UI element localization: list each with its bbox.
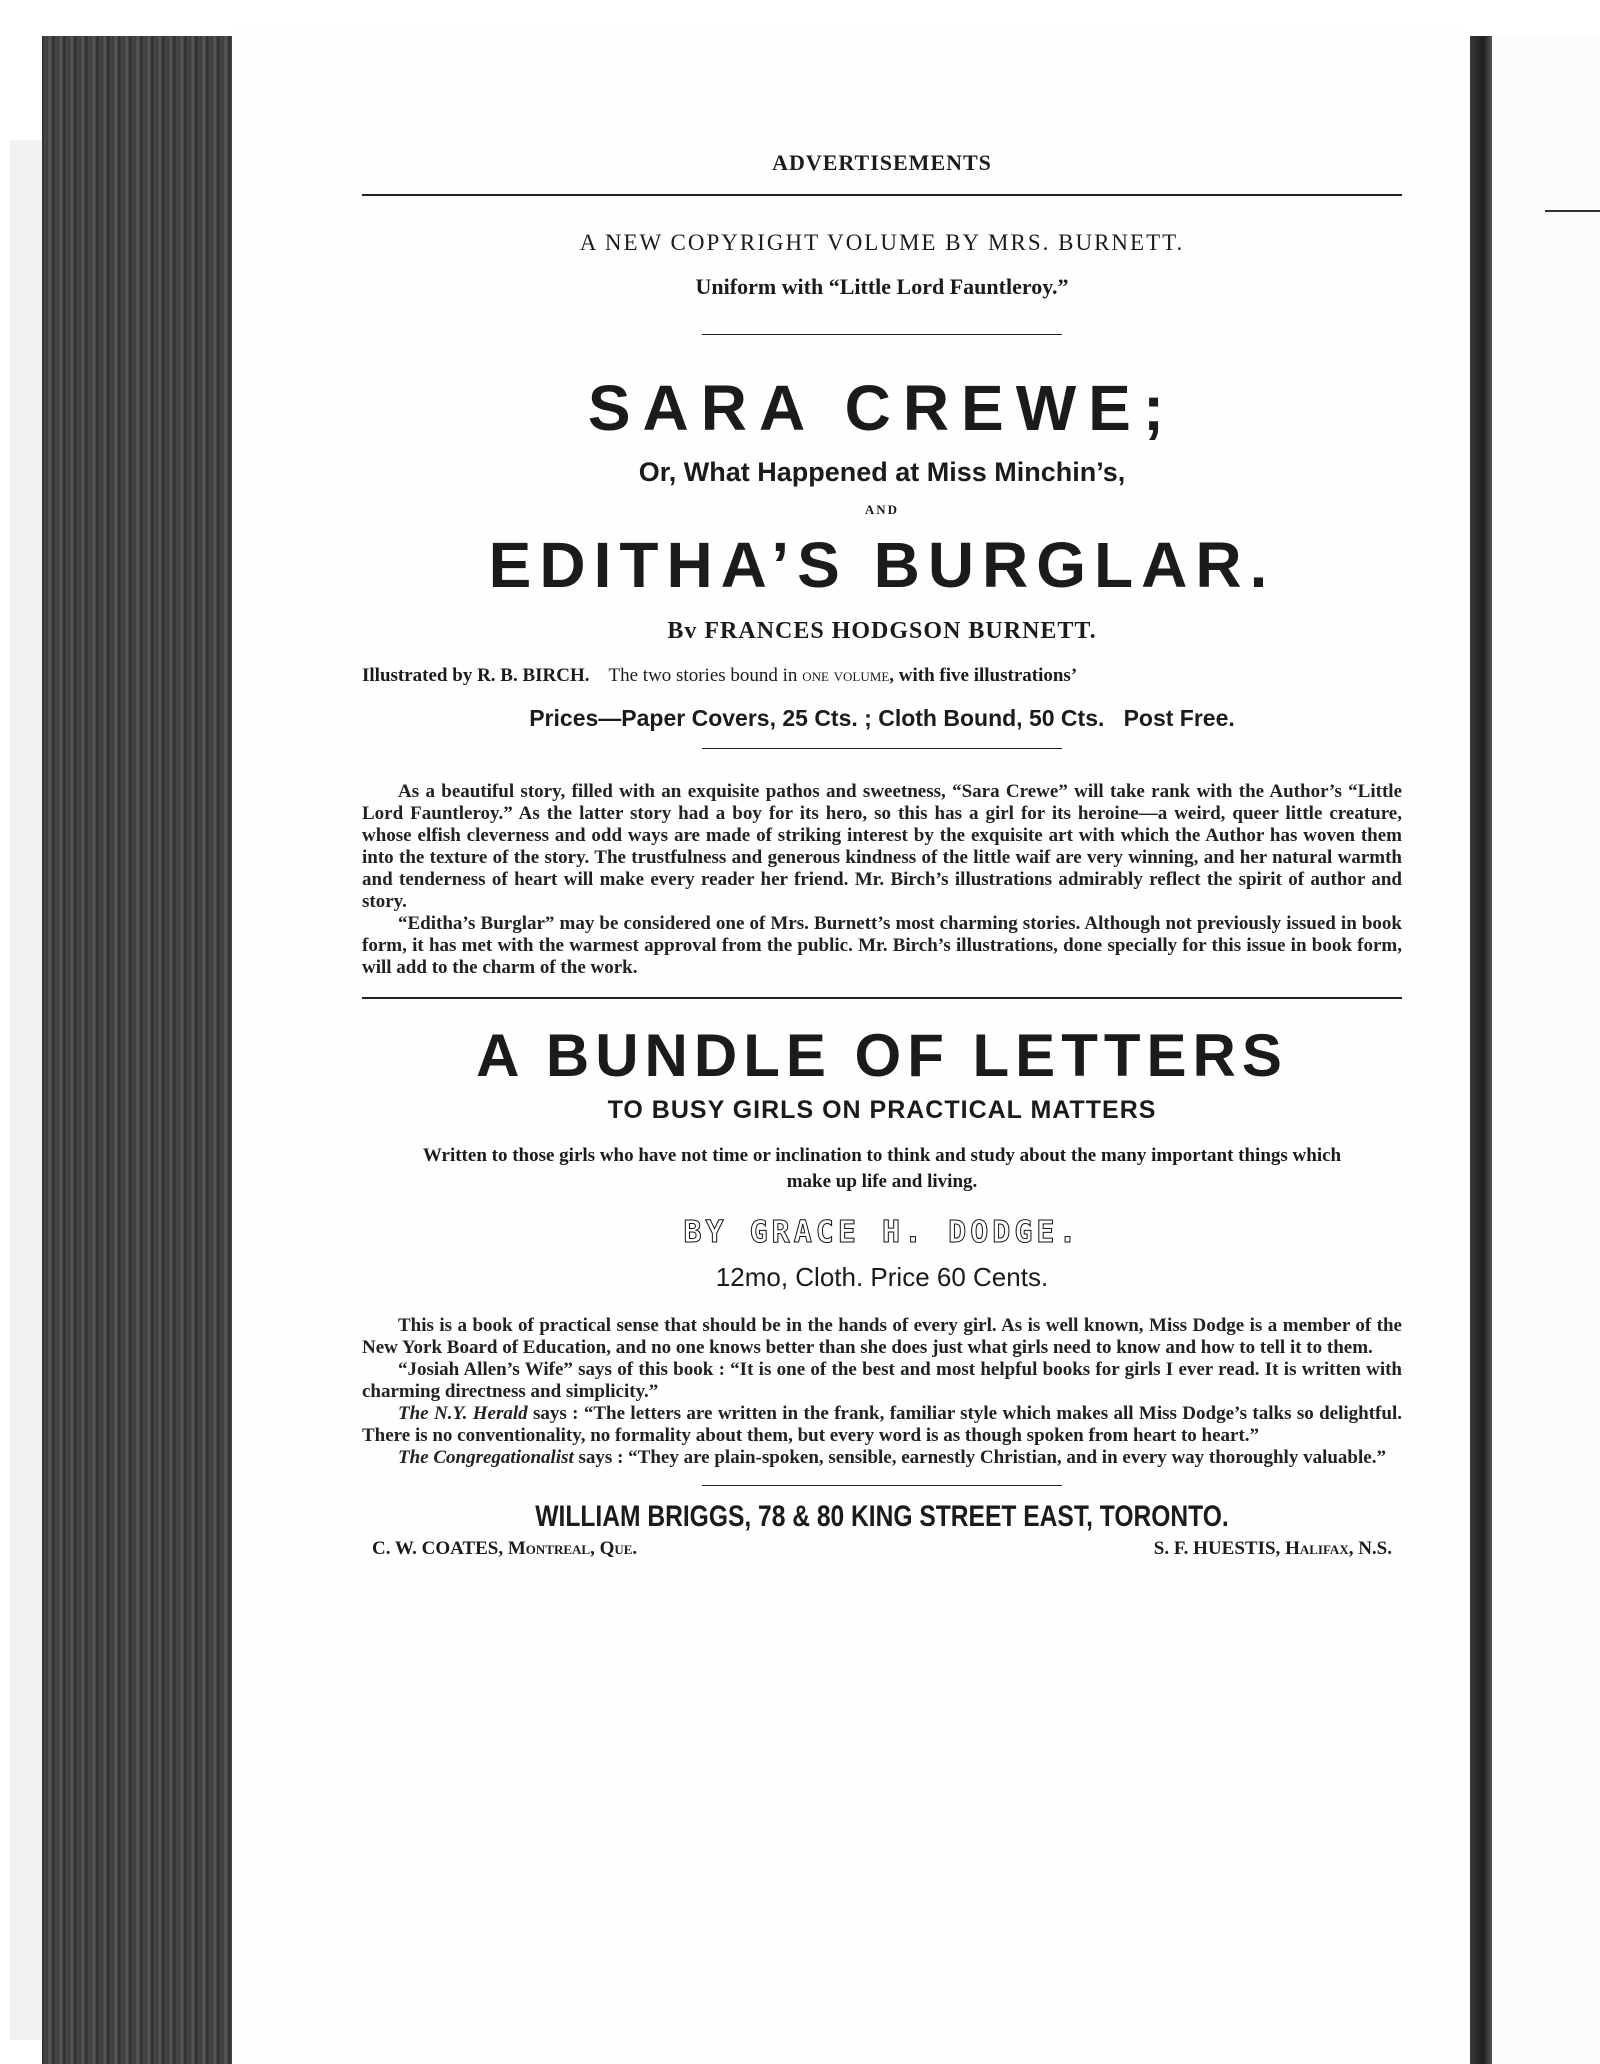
ad2-paragraph-1: This is a book of practical sense that should be in the hands of every girl. As is well known, Miss Dodge is a member of the New York Board of Education, and no one knows better than she does just what girls need to know and how to tell it to them. — [362, 1315, 1402, 1358]
ad1-illustration-note — [362, 665, 1402, 687]
book-edge-left — [10, 140, 45, 2040]
ad1-illustrated-by: Illustrated by R. B. BIRCH. — [362, 665, 590, 686]
agent-montreal — [372, 1538, 637, 1560]
ad2-congregationalist-quote: says : “They are plain-spoken, sensible, earnestly Christian, and in every way thoroughly valuable.” — [573, 1447, 1386, 1468]
book-gutter-right — [1470, 36, 1492, 2064]
ad1-subtitle: Or, What Happened at Miss Minchin’s, — [638, 457, 1126, 487]
ad1-post-free: Post Free. — [1123, 705, 1235, 731]
next-page-rule — [1545, 210, 1600, 212]
footer-divider — [702, 1485, 1062, 1486]
section-rule — [362, 997, 1402, 999]
ad1-title-edithas-burglar: EDITHA’S BURGLAR. — [488, 529, 1276, 601]
ad2-herald-quote: says : “The letters are written in the frank, familiar style which makes all Miss Dodge’s talks so delightful. There is no conventionality, no formality about them, but every word is as though spoken from heart to heart.” — [362, 1403, 1402, 1446]
ad2-paragraph-2: “Josiah Allen’s Wife” says of this book : “It is one of the best and most helpful books for girls I ever read. It is written with charming directness and simplicity.” — [362, 1359, 1402, 1402]
heading-rule — [362, 194, 1402, 196]
agent-halifax — [1154, 1538, 1392, 1560]
agents-line — [362, 1538, 1402, 1560]
ad1-divider-2 — [702, 748, 1062, 749]
agent-halifax-name: S. F. HUESTIS, — [1153, 1538, 1281, 1559]
ad2-congregationalist-source: The Congregationalist — [398, 1447, 574, 1468]
ad1-paragraph-1: As a beautiful story, filled with an exquisite pathos and sweetness, “Sara Crewe” will take rank with the Author’s “Little Lord Fauntleroy.” As the latter story had a boy for its hero, so this has a girl for its heroine—a weird, queer little creature, whose elfish cleverness and odd ways are made of striking interest by the exquisite art with which the Author has woven them into the texture of the story. The trustfulness and generous kindness of the little waif are very winning, and her natural warmth and tenderness of heart will make every reader her friend. Mr. Birch’s illustrations admirably reflect the spirit of author and story. — [362, 781, 1402, 912]
advertisement-page — [232, 30, 1470, 2064]
ad2-title: A BUNDLE OF LETTERS — [476, 1022, 1288, 1089]
ad2-format-price: 12mo, Cloth. Price 60 Cents. — [715, 1262, 1049, 1292]
ad1-divider-1 — [702, 334, 1062, 335]
agent-montreal-place: Montreal, Que. — [507, 1538, 638, 1559]
ad1-and: AND — [864, 502, 900, 517]
ad2-paragraph-3 — [362, 1403, 1402, 1447]
ad1-paragraph-2: “Editha’s Burglar” may be considered one of Mrs. Burnett’s most charming stories. Although not previously issued in book form, it has met with the warmest approval from the public. Mr. Birch’s illustrations, done specially for this issue in book form, will add to the charm of the work. — [362, 913, 1402, 978]
publisher-line: WILLIAM BRIGGS, 78 & 80 KING STREET EAST, TORONTO. — [535, 1500, 1229, 1533]
page-heading: ADVERTISEMENTS — [772, 150, 992, 175]
ad1-one-volume: one volume — [802, 665, 890, 686]
ad1-prices: Prices—Paper Covers, 25 Cts. ; Cloth Bound, 50 Cts. — [529, 705, 1105, 731]
agent-montreal-name: C. W. COATES, — [372, 1538, 504, 1559]
ad1-five-illustrations: , with five illustrations’ — [889, 665, 1078, 686]
ad1-bound-in: The two stories bound in — [608, 665, 798, 686]
ad2-subtitle: TO BUSY GIRLS ON PRACTICAL MATTERS — [607, 1096, 1157, 1124]
ad2-paragraph-4 — [362, 1447, 1402, 1469]
ad1-announcement: A NEW COPYRIGHT VOLUME BY MRS. BURNETT. — [579, 230, 1185, 255]
ad1-uniform-with: Uniform with “Little Lord Fauntleroy.” — [695, 274, 1069, 299]
ad2-herald-source: The N.Y. Herald — [398, 1403, 528, 1424]
agent-halifax-place: Halifax, N.S. — [1285, 1538, 1392, 1559]
ad1-title-sara-crewe: SARA CREWE; — [587, 372, 1177, 444]
next-page-strip — [1492, 36, 1600, 2064]
book-page-edges — [42, 36, 232, 2064]
ad1-author: Bv FRANCES HODGSON BURNETT. — [667, 618, 1097, 644]
page-content — [362, 120, 1402, 1560]
ad2-author: BY GRACE H. DODGE. — [683, 1215, 1081, 1250]
ad2-description: Written to those girls who have not time or inclination to think and study about the many important things which make up life and living. — [422, 1145, 1342, 1192]
ad1-prices-line — [362, 705, 1402, 732]
